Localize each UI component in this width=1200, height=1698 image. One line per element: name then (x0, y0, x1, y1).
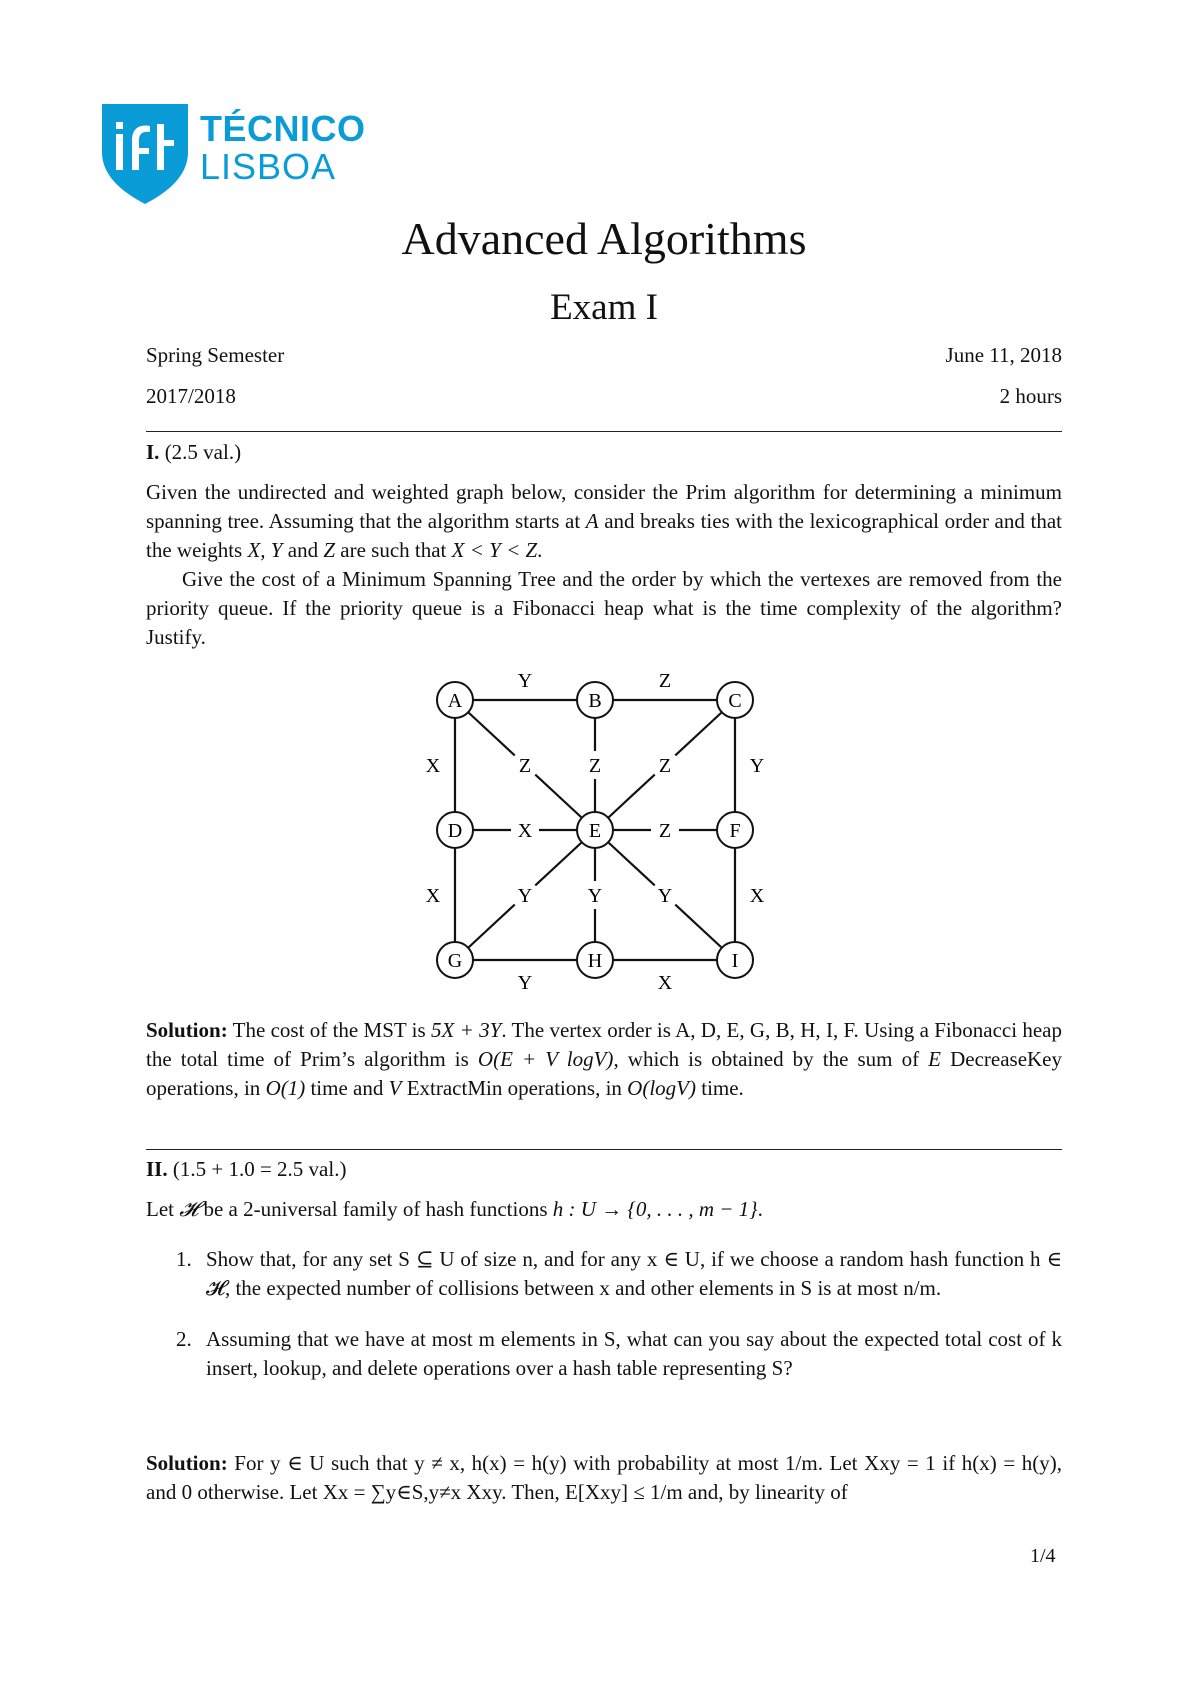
question-1-points: (2.5 val.) (164, 440, 242, 464)
exam-date: June 11, 2018 (945, 343, 1062, 367)
edge-weight-label: Z (658, 670, 672, 692)
question-1-paragraph-1: Given the undirected and weighted graph below, consider the Prim algorithm for determining a minimum spanning tree. Assuming that the algorithm starts at A and breaks ties with the lexicographical order and that the weights X, Y and Z are such that X < Y < Z. (146, 480, 1062, 562)
question-1-paragraph-2: Give the cost of a Minimum Spanning Tree and the order by which the vertexes are removed from the priority queue. If the priority queue is a Fibonacci heap what is the time complexity of the algorithm? Justify. (146, 567, 1062, 649)
graph-node-label: A (447, 690, 463, 712)
edge-weight-label: Y (517, 885, 533, 907)
graph-node-label: B (588, 690, 602, 712)
graph-edge-C-E (608, 775, 655, 818)
exam-subtitle: Exam I (550, 287, 658, 328)
logo-line-1: TÉCNICO (200, 108, 366, 149)
question-1-solution: Solution: The cost of the MST is 5X + 3Y. The vertex order is A, D, E, G, B, H, I, F. Using a Fibonacci heap the total time of Prim’s algorithm is O(E + V logV), which is obtained by the sum of E DecreaseKey operations, in O(1) time and V ExtractMin operations, in O(logV) time. (146, 1018, 1063, 1100)
semester: Spring Semester (146, 343, 285, 367)
edge-weight-label: X (425, 885, 441, 907)
edge-weight-label: Y (517, 670, 533, 692)
edge-weight-label: Y (749, 755, 765, 777)
edge-weight-label: X (657, 972, 673, 994)
graph-edge-A-E (535, 775, 582, 818)
question-1-number: I. (146, 440, 160, 464)
graph-edge-I-E (608, 842, 655, 885)
list-item: 1. Show that, for any set S ⊆ U of size n, and for any x ∈ U, if we choose a random hash function h ∈ 𝓗, the expected number of collisions between x and other elements in S is at most n/m. (176, 1247, 1062, 1300)
edge-weight-label: Y (657, 885, 673, 907)
question-2-list (176, 1245, 1062, 1405)
edge-weight-label: X (517, 820, 533, 842)
list-item: 2. Assuming that we have at most m elements in S, what can you say about the expected total cost of k insert, lookup, and delete operations over a hash table representing S? (176, 1327, 1062, 1380)
question-1-body (146, 478, 1062, 652)
question-2-intro: Let 𝓗 be a 2-universal family of hash functions h : U → {0, . . . , m − 1}. (146, 1197, 763, 1221)
graph-node-label: C (728, 690, 742, 712)
graph-edge-A-E (468, 712, 515, 755)
edge-weight-label: Y (517, 972, 533, 994)
edge-weight-label: X (749, 885, 765, 907)
edge-weight-label: Z (588, 755, 602, 777)
question-2-points: (1.5 + 1.0 = 2.5 val.) (172, 1157, 347, 1181)
question-2-solution: Solution: For y ∈ U such that y ≠ x, h(x) = h(y) with probability at most 1/m. Let Xxy = 1 if h(x) = h(y), and 0 otherwise. Let Xx = ∑y∈S,y≠x Xxy. Then, E[Xxy] ≤ 1/m and, by linearity of (146, 1451, 1062, 1504)
question-2-number: II. (146, 1157, 168, 1181)
edge-weight-label: X (425, 755, 441, 777)
edge-weight-label: Z (658, 820, 672, 842)
graph-node-label: D (447, 820, 463, 842)
graph-node-label: E (588, 820, 602, 842)
question-1-header (146, 440, 241, 465)
graph-node-label: F (729, 820, 741, 842)
academic-year: 2017/2018 (146, 384, 236, 408)
logo-line-2: LISBOA (200, 146, 337, 187)
edge-weight-label: Z (658, 755, 672, 777)
weighted-graph (420, 660, 800, 1010)
logo-wordmark (200, 110, 366, 186)
graph-edge-G-E (535, 842, 582, 885)
edge-weight-label: Z (518, 755, 532, 777)
divider (146, 1149, 1062, 1150)
exam-title: Advanced Algorithms (401, 213, 807, 264)
edge-weight-label: Y (587, 885, 603, 907)
graph-node-label: G (447, 950, 463, 972)
exam-duration: 2 hours (999, 384, 1062, 408)
graph-edge-G-E (468, 905, 515, 948)
graph-node-label: H (587, 950, 603, 972)
graph-node-label: I (731, 950, 739, 972)
divider (146, 431, 1062, 432)
page-number: 1/4 (1030, 1545, 1056, 1567)
graph-edge-I-E (675, 905, 722, 948)
question-2-header (146, 1157, 346, 1182)
graph-edge-C-E (675, 712, 722, 755)
